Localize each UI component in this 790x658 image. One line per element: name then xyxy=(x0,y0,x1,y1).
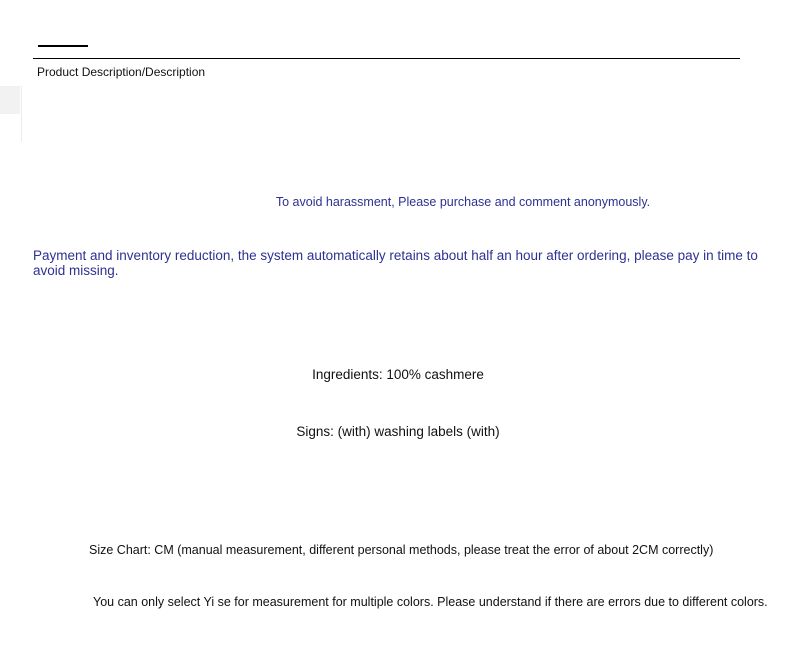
title-accent-bar xyxy=(38,45,88,47)
section-title: Product Description/Description xyxy=(37,65,206,79)
signs-text: Signs: (with) washing labels (with) xyxy=(296,424,500,439)
section-divider xyxy=(33,58,740,59)
side-divider xyxy=(21,86,22,142)
size-chart-text: Size Chart: CM (manual measurement, different personal methods, please treat the error of about 2CM correctly) xyxy=(89,543,714,557)
side-decoration xyxy=(0,86,20,114)
payment-notice: Payment and inventory reduction, the system automatically retains about half an hour after ordering, please pay in time to avoid missing. xyxy=(33,248,758,278)
color-measurement-note: You can only select Yi se for measurement for multiple colors. Please understand if there are errors due to different colors. xyxy=(93,595,768,609)
ingredients-text: Ingredients: 100% cashmere xyxy=(312,367,484,382)
anonymous-notice: To avoid harassment, Please purchase and comment anonymously. xyxy=(275,195,651,209)
